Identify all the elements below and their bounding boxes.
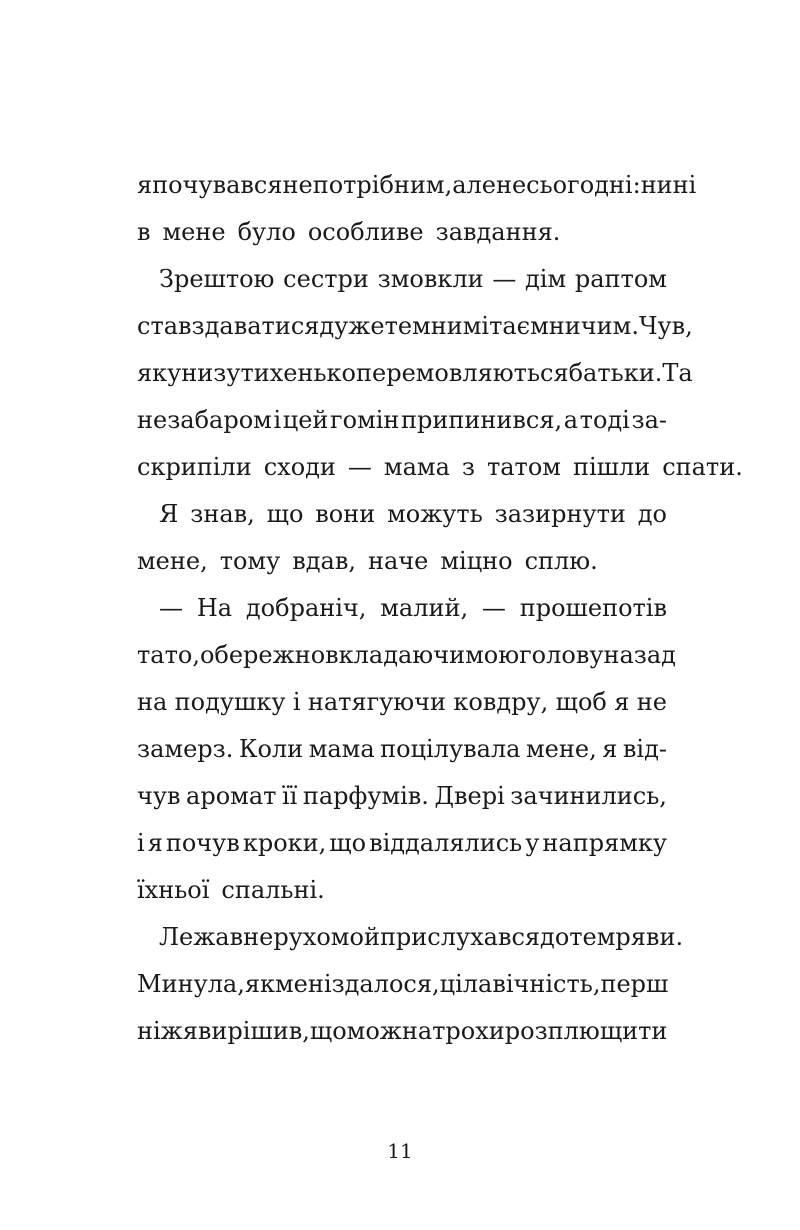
- text-line: ніж я вирішив, що можна трохи розплющити: [137, 1017, 668, 1045]
- text-line: їхньої спальні.: [137, 876, 325, 904]
- text-line: незабаром і цей гомін припинився, а тоді за-: [137, 406, 667, 434]
- text-line: я почувався непотрібним, але не сьогодні: нині: [137, 171, 697, 199]
- page-number: 11: [387, 1139, 413, 1163]
- text-line: і я почув кроки, що віддалялись у напрямку: [137, 829, 667, 857]
- text-line: в мене було особливе завдання.: [137, 218, 561, 246]
- text-line: мене, тому вдав, наче міцно сплю.: [137, 547, 598, 575]
- text-line: замерз. Коли мама поцілувала мене, я від-: [137, 735, 667, 763]
- text-line: став здаватися дуже темним і таємничим. Чув,: [137, 312, 693, 340]
- text-line: скрипіли сходи — мама з татом пішли спати.: [137, 453, 743, 481]
- body-text: [137, 162, 743, 1055]
- text-line: Лежав нерухомо й прислухався до темряви.: [159, 923, 684, 951]
- text-line: чув аромат її парфумів. Двері зачинились,: [137, 782, 667, 810]
- text-line: тато, обережно вкладаючи мою голову назад: [137, 641, 676, 669]
- text-line: — На добраніч, малий, — прошепотів: [159, 594, 667, 622]
- text-line: Зрештою сестри змовкли — дім раптом: [159, 265, 667, 293]
- text-line: як унизу тихенько перемовляються батьки. Та: [137, 359, 693, 387]
- text-line: на подушку і натягуючи ковдру, щоб я не: [137, 688, 667, 716]
- text-line: Я знав, що вони можуть зазирнути до: [159, 500, 667, 528]
- text-line: Минула, як мені здалося, ціла вічність, перш: [137, 970, 669, 998]
